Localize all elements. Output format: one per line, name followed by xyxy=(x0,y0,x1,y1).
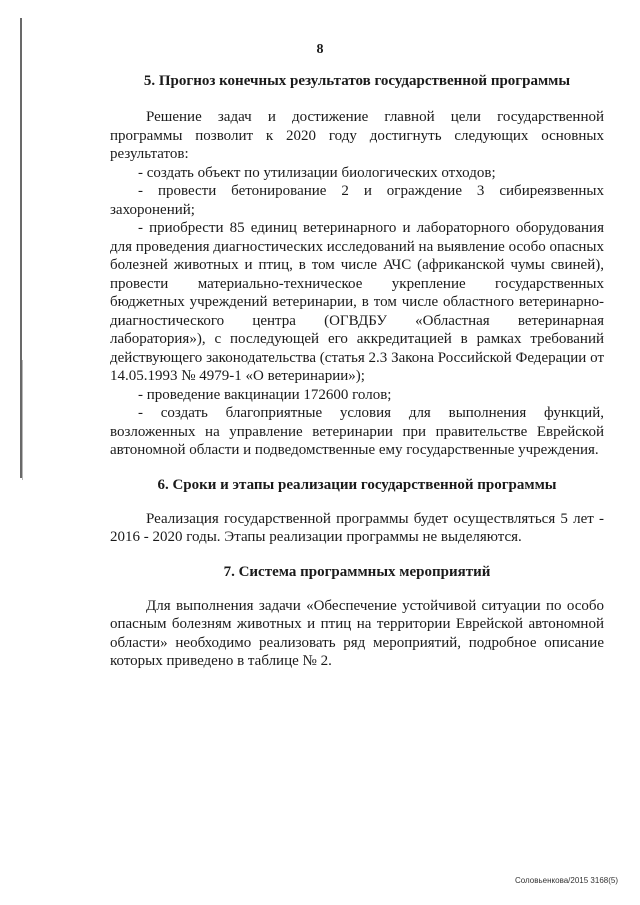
section-6-title: 6. Сроки и этапы реализации государственной программы xyxy=(157,476,557,493)
section-5-title: 5. Прогноз конечных результатов государственной программы xyxy=(143,73,571,89)
section-5-intro: Решение задач и достижение главной цели государственной программы позволит к 2020 году достигнуть следующих основных результатов: xyxy=(110,109,604,162)
binding-margin-line-faint xyxy=(22,360,23,480)
page-number: 8 xyxy=(316,42,324,57)
section-5-item-5: - создать благоприятные условия для выполнения функций, возложенных на управление ветеринарии при правительстве Еврейской автономной области и подведомственные ему государственные учреждения. xyxy=(110,405,604,458)
section-6-text: Реализация государственной программы будет осуществляться 5 лет - 2016 - 2020 годы. Этапы реализации программы не выделяются. xyxy=(110,510,604,545)
section-5-item-1: - создать объект по утилизации биологических отходов; xyxy=(138,164,496,181)
section-5-item-3: - приобрести 85 единиц ветеринарного и лабораторного оборудования для проведения диагностических исследований на выявление особо опасных болезней животных и птиц, в том числе АЧС (африканской чумы свиней), провести материально-техническое укрепление государственных бюджетных учреждений ветеринарии, в том числе областного ветеринарно-диагностического центра (ОГВДБУ «Областная ветеринарная лаборатория»), с последующей его аккредитацией в рамках требований действующего законодательства (статья 2.3 Закона Российской Федерации от 14.05.1993 № 4979-1 «О ветеринарии»); xyxy=(110,220,604,384)
section-5-item-4: - проведение вакцинации 172600 голов; xyxy=(138,386,392,403)
section-7-text: Для выполнения задачи «Обеспечение устойчивой ситуации по особо опасным болезням животных и птиц на территории Еврейской автономной области» необходимо реализовать ряд мероприятий, подробное описание которых приведено в таблице № 2. xyxy=(110,597,604,669)
section-5-item-2: - провести бетонирование 2 и ограждение 3 сибиреязвенных захоронений; xyxy=(110,183,604,218)
footer-reference: Соловьенкова/2015 3168(5) xyxy=(514,876,618,885)
document-body xyxy=(110,66,604,671)
section-7-title: 7. Система программных мероприятий xyxy=(223,563,491,580)
